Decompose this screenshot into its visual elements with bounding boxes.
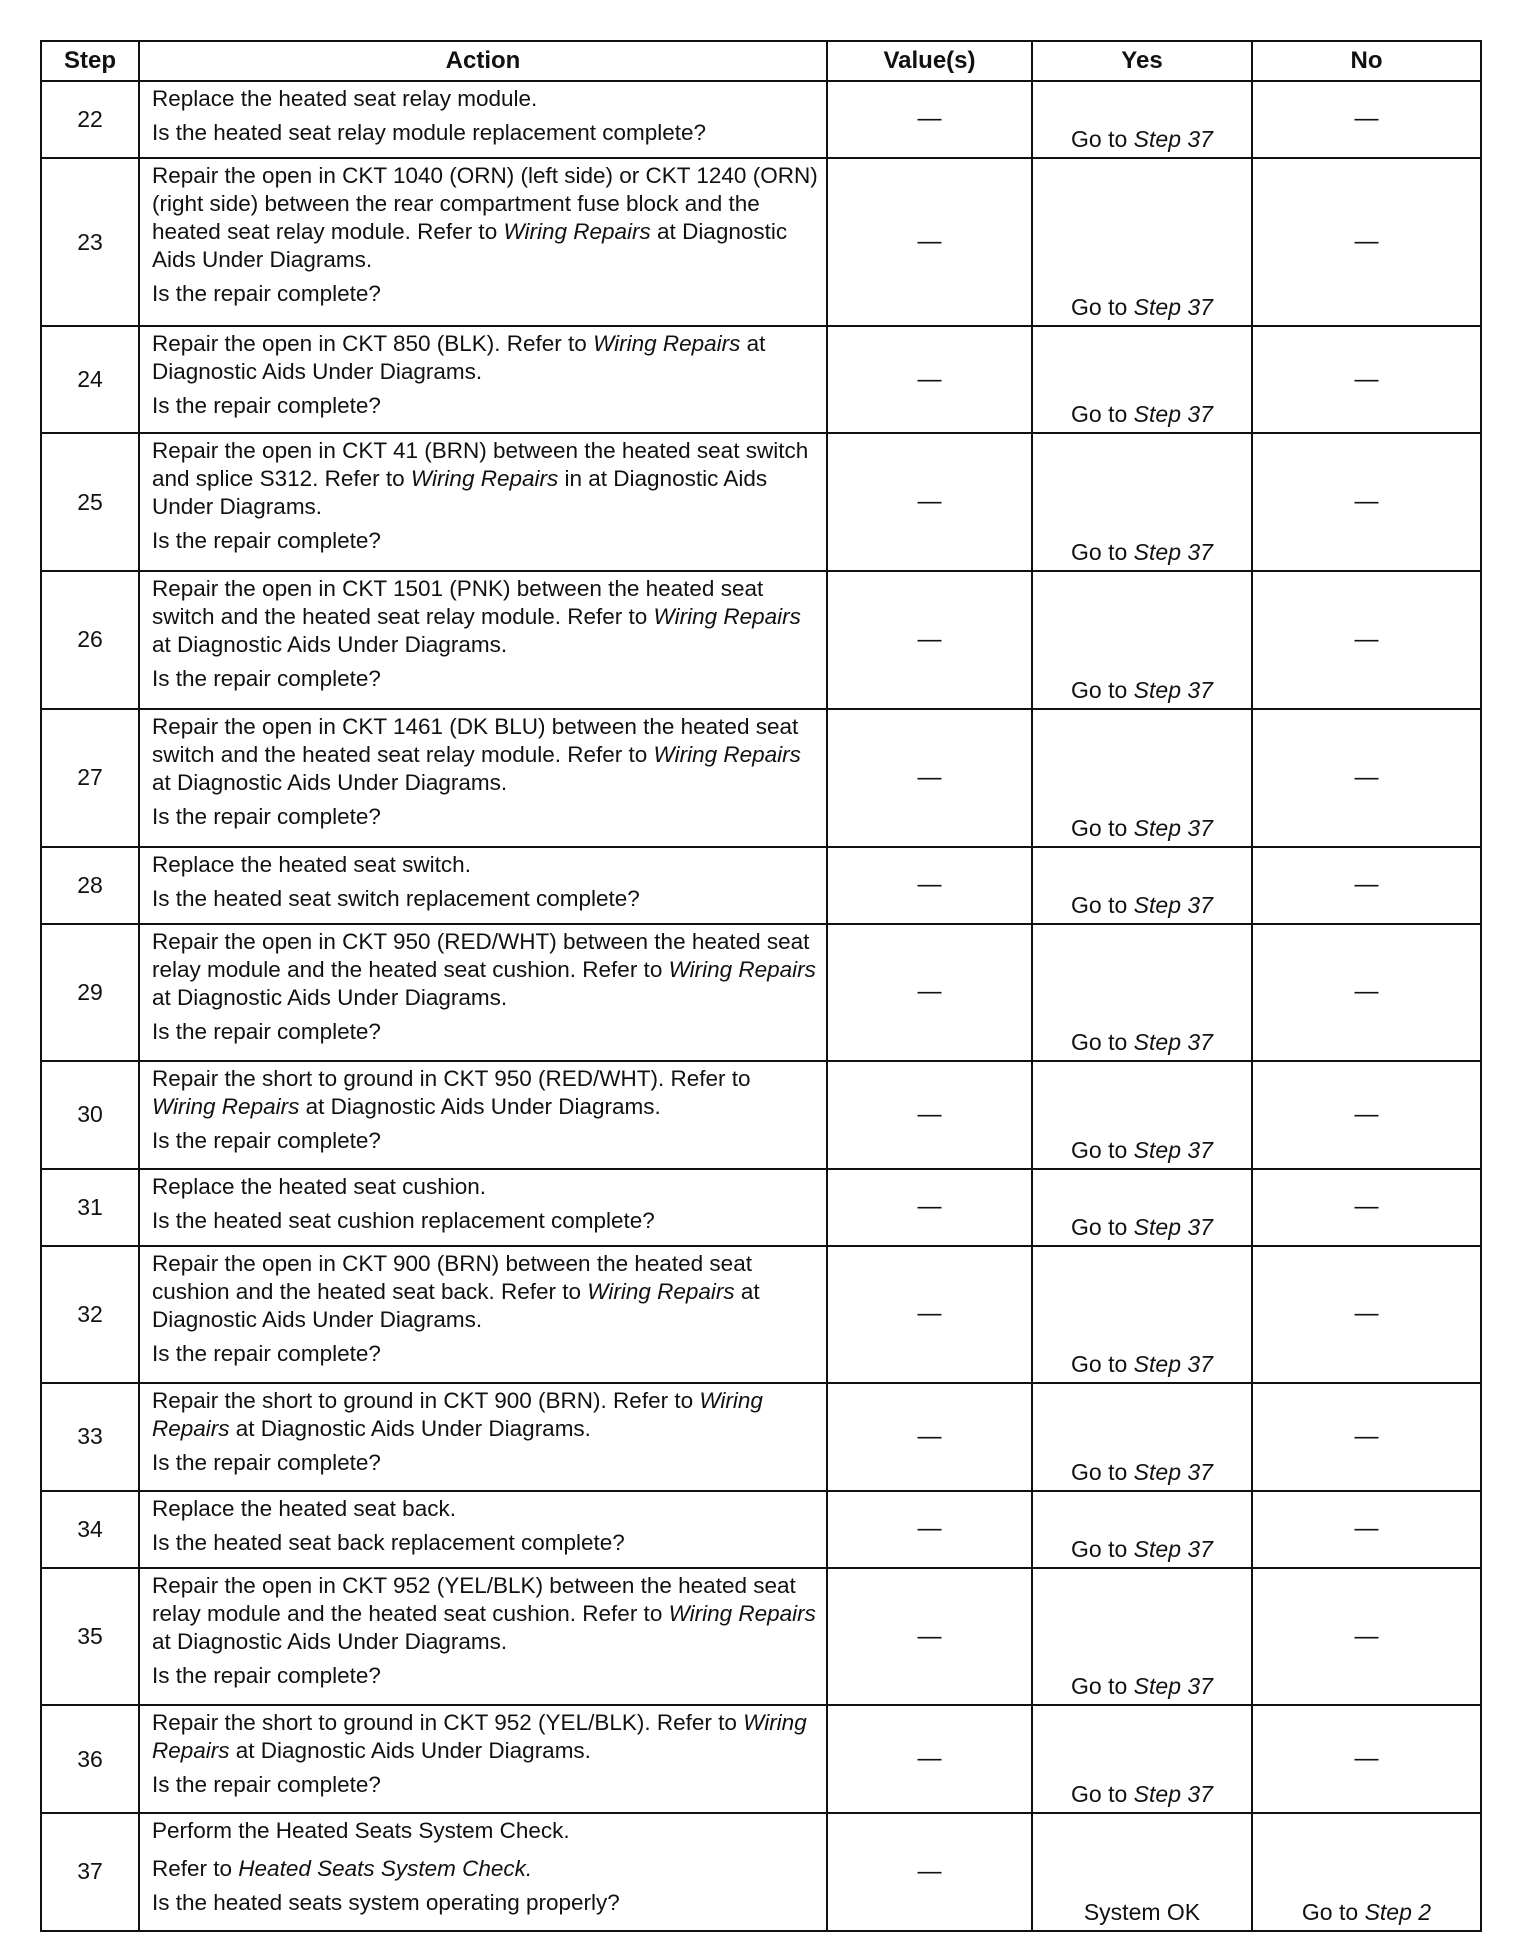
goto-step: Step 37 xyxy=(1133,1780,1213,1807)
yes-cell xyxy=(1032,326,1252,433)
action-text-part: Repair the open in CKT 1461 (DK BLU) between the heated seat switch and the heated seat relay module. Refer to xyxy=(152,713,799,767)
no-cell: — xyxy=(1252,1383,1481,1490)
yes-cell xyxy=(1032,1061,1252,1168)
no-cell: — xyxy=(1252,1246,1481,1384)
goto-prefix: Go to xyxy=(1071,891,1134,918)
action-text xyxy=(152,162,818,274)
step-number: 28 xyxy=(41,847,139,924)
table-row-30 xyxy=(41,1061,1481,1168)
action-text-part: at Diagnostic Aids Under Diagrams. xyxy=(299,1094,661,1120)
table-row-36 xyxy=(41,1705,1481,1812)
no-cell: — xyxy=(1252,1491,1481,1568)
no-cell: — xyxy=(1252,1061,1481,1168)
table-row-26 xyxy=(41,571,1481,709)
goto-prefix: Go to xyxy=(1071,1351,1134,1378)
no-cell: — xyxy=(1252,571,1481,709)
values-cell: — xyxy=(827,709,1032,847)
values-cell: — xyxy=(827,1813,1032,1931)
table-row-23 xyxy=(41,158,1481,326)
values-cell: — xyxy=(827,1491,1032,1568)
table-row-33 xyxy=(41,1383,1481,1490)
wiring-repairs-reference: Wiring Repairs xyxy=(593,331,741,357)
yes-cell xyxy=(1032,709,1252,847)
step-number: 24 xyxy=(41,326,139,433)
no-cell: — xyxy=(1252,709,1481,847)
yes-cell xyxy=(1032,1383,1252,1490)
values-cell: — xyxy=(827,1169,1032,1246)
values-cell: — xyxy=(827,1246,1032,1384)
goto-step: Step 37 xyxy=(1133,294,1213,321)
table-row-24 xyxy=(41,326,1481,433)
action-text xyxy=(152,575,818,659)
action-cell xyxy=(139,1491,827,1568)
question-text: Is the repair complete? xyxy=(152,1772,381,1798)
no-cell: — xyxy=(1252,847,1481,924)
question-text: Is the heated seat relay module replacement complete? xyxy=(152,120,707,145)
header-values: Value(s) xyxy=(827,41,1032,81)
goto-prefix: Go to xyxy=(1071,1780,1134,1807)
values-cell: — xyxy=(827,1061,1032,1168)
action-text: Replace the heated seat back. xyxy=(152,1495,456,1521)
action-text-part: in at Diagnostic Aids Under Diagrams. xyxy=(152,466,768,520)
step-number: 22 xyxy=(41,81,139,158)
action-text-part: at Diagnostic Aids Under Diagrams. xyxy=(152,1278,760,1332)
goto-step: Step 37 xyxy=(1133,891,1213,918)
no-cell: — xyxy=(1252,1705,1481,1812)
values-cell: — xyxy=(827,158,1032,326)
goto-step: Step 37 xyxy=(1133,401,1213,428)
action-cell xyxy=(139,433,827,571)
goto-step: Step 37 xyxy=(1133,1458,1213,1485)
wiring-repairs-reference: Wiring Repairs xyxy=(668,956,816,982)
table-row-35 xyxy=(41,1568,1481,1706)
values-cell: — xyxy=(827,81,1032,158)
procedure-reference: Heated Seats System Check. xyxy=(238,1855,533,1881)
values-cell: — xyxy=(827,1705,1032,1812)
action-text-part: Repair the short to ground in CKT 950 (RED/WHT). Refer to xyxy=(152,1066,751,1092)
step-number: 31 xyxy=(41,1169,139,1246)
table-row-32 xyxy=(41,1246,1481,1384)
wiring-repairs-reference: Wiring Repairs xyxy=(653,604,801,630)
action-text xyxy=(152,330,818,386)
goto-prefix: Go to xyxy=(1071,125,1134,152)
step-number: 34 xyxy=(41,1491,139,1568)
action-cell xyxy=(139,1705,827,1812)
no-cell xyxy=(1252,1813,1481,1931)
question-text: Is the repair complete? xyxy=(152,1662,381,1688)
action-text-part: at Diagnostic Aids Under Diagrams. xyxy=(229,1738,591,1764)
goto-step: Step 37 xyxy=(1133,1351,1213,1378)
table-row-28 xyxy=(41,847,1481,924)
question-text: Is the repair complete? xyxy=(152,528,381,554)
goto-step: Step 37 xyxy=(1133,1673,1213,1700)
no-cell: — xyxy=(1252,433,1481,571)
goto-step: Step 37 xyxy=(1133,539,1213,566)
action-cell xyxy=(139,571,827,709)
action-text: Replace the heated seat relay module. xyxy=(152,86,538,111)
table-row-31 xyxy=(41,1169,1481,1246)
action-text-part: Repair the open in CKT 900 (BRN) between the heated seat cushion and the heated seat back. Refer to xyxy=(152,1250,752,1304)
step-number: 36 xyxy=(41,1705,139,1812)
goto-prefix: Go to xyxy=(1071,1136,1134,1163)
refer-line xyxy=(152,1855,818,1883)
action-text: Replace the heated seat switch. xyxy=(152,851,471,877)
step-number: 26 xyxy=(41,571,139,709)
step-number: 25 xyxy=(41,433,139,571)
action-text-part: at Diagnostic Aids Under Diagrams. xyxy=(152,1628,508,1654)
action-text-part: at Diagnostic Aids Under Diagrams. xyxy=(229,1416,591,1442)
question-text: Is the heated seat back replacement complete? xyxy=(152,1529,625,1555)
yes-cell xyxy=(1032,81,1252,158)
action-text-part: Repair the open in CKT 952 (YEL/BLK) between the heated seat relay module and the heated seat cushion. Refer to xyxy=(152,1572,796,1626)
no-cell: — xyxy=(1252,81,1481,158)
wiring-repairs-reference: Wiring Repairs xyxy=(503,218,651,244)
question-text: Is the heated seat switch replacement complete? xyxy=(152,885,640,911)
action-cell xyxy=(139,1383,827,1490)
action-text: Perform the Heated Seats System Check. xyxy=(152,1817,570,1843)
action-text xyxy=(152,1065,818,1121)
action-cell xyxy=(139,924,827,1062)
wiring-repairs-reference: Wiring Repairs xyxy=(668,1600,816,1626)
action-text-part: Repair the open in CKT 1040 (ORN) (left side) or CKT 1240 (ORN) (right side) between the rear compartment fuse block and the heated seat relay module. Refer to xyxy=(152,162,818,244)
goto-prefix: Go to xyxy=(1071,1213,1134,1240)
action-text xyxy=(152,1250,818,1334)
action-text-part: Repair the open in CKT 850 (BLK). Refer to xyxy=(152,331,594,357)
action-cell xyxy=(139,1169,827,1246)
yes-cell xyxy=(1032,158,1252,326)
question-text: Is the repair complete? xyxy=(152,666,381,692)
goto-prefix: Go to xyxy=(1071,539,1134,566)
action-text-part: at Diagnostic Aids Under Diagrams. xyxy=(152,632,508,658)
table-row-22 xyxy=(41,81,1481,158)
action-text xyxy=(152,1572,818,1656)
values-cell: — xyxy=(827,326,1032,433)
refer-prefix: Refer to xyxy=(152,1855,239,1881)
step-number: 37 xyxy=(41,1813,139,1931)
values-cell: — xyxy=(827,571,1032,709)
goto-prefix: Go to xyxy=(1071,401,1134,428)
action-cell xyxy=(139,709,827,847)
yes-cell xyxy=(1032,1705,1252,1812)
action-text-part: Repair the open in CKT 41 (BRN) between the heated seat switch and splice S312. Refer to xyxy=(152,438,809,492)
values-cell: — xyxy=(827,433,1032,571)
header-yes: Yes xyxy=(1032,41,1252,81)
table-row-27 xyxy=(41,709,1481,847)
no-cell: — xyxy=(1252,924,1481,1062)
table-row-25 xyxy=(41,433,1481,571)
yes-cell: System OK xyxy=(1032,1813,1252,1931)
diagnostic-table xyxy=(40,40,1482,1932)
step-number: 23 xyxy=(41,158,139,326)
step-number: 35 xyxy=(41,1568,139,1706)
action-text-part: at Diagnostic Aids Under Diagrams. xyxy=(152,984,508,1010)
yes-cell xyxy=(1032,1169,1252,1246)
action-text xyxy=(152,713,818,797)
question-text: Is the heated seat cushion replacement complete? xyxy=(152,1207,655,1233)
goto-step: Step 2 xyxy=(1364,1899,1432,1925)
wiring-repairs-reference: Wiring Repairs xyxy=(152,1094,300,1120)
no-cell: — xyxy=(1252,1169,1481,1246)
goto-step: Step 37 xyxy=(1133,125,1213,152)
action-cell xyxy=(139,158,827,326)
wiring-repairs-reference: Wiring Repairs xyxy=(410,466,559,492)
goto-prefix: Go to xyxy=(1301,1899,1365,1925)
question-text: Is the heated seats system operating properly? xyxy=(152,1889,620,1915)
goto-step: Step 37 xyxy=(1133,1136,1213,1163)
header-action: Action xyxy=(139,41,827,81)
action-text xyxy=(152,928,818,1012)
action-text-part: Repair the open in CKT 1501 (PNK) between the heated seat switch and the heated seat relay module. Refer to xyxy=(152,576,764,630)
question-text: Is the repair complete? xyxy=(152,393,381,419)
goto-prefix: Go to xyxy=(1071,1673,1134,1700)
yes-cell xyxy=(1032,1246,1252,1384)
header-step: Step xyxy=(41,41,139,81)
yes-cell xyxy=(1032,433,1252,571)
step-number: 33 xyxy=(41,1383,139,1490)
question-text: Is the repair complete? xyxy=(152,1018,381,1044)
goto-prefix: Go to xyxy=(1071,1458,1134,1485)
question-text: Is the repair complete? xyxy=(152,1128,381,1154)
question-text: Is the repair complete? xyxy=(152,280,381,306)
action-cell xyxy=(139,1568,827,1706)
goto-step: Step 37 xyxy=(1133,676,1213,703)
action-text xyxy=(152,437,818,521)
action-text: Replace the heated seat cushion. xyxy=(152,1173,486,1199)
header-no: No xyxy=(1252,41,1481,81)
goto-step: Step 37 xyxy=(1133,1535,1213,1562)
action-text-part: Repair the short to ground in CKT 900 (BRN). Refer to xyxy=(152,1388,700,1414)
action-cell xyxy=(139,81,827,158)
goto-step: Step 37 xyxy=(1133,1213,1213,1240)
action-cell xyxy=(139,326,827,433)
step-number: 32 xyxy=(41,1246,139,1384)
table-row-37 xyxy=(41,1813,1481,1931)
action-cell xyxy=(139,847,827,924)
no-cell: — xyxy=(1252,1568,1481,1706)
step-number: 29 xyxy=(41,924,139,1062)
table-row-34 xyxy=(41,1491,1481,1568)
goto-prefix: Go to xyxy=(1071,1535,1134,1562)
question-text: Is the repair complete? xyxy=(152,803,381,829)
wiring-repairs-reference: Wiring Repairs xyxy=(152,1388,763,1442)
yes-cell xyxy=(1032,847,1252,924)
yes-cell xyxy=(1032,1491,1252,1568)
question-text: Is the repair complete? xyxy=(152,1450,381,1476)
goto-prefix: Go to xyxy=(1071,814,1134,841)
action-text xyxy=(152,1709,818,1765)
goto-step: Step 37 xyxy=(1133,814,1213,841)
action-text-part: Repair the short to ground in CKT 952 (YEL/BLK). Refer to xyxy=(152,1710,744,1736)
wiring-repairs-reference: Wiring Repairs xyxy=(587,1278,735,1304)
wiring-repairs-reference: Wiring Repairs xyxy=(653,741,801,767)
header-row xyxy=(41,41,1481,81)
goto-prefix: Go to xyxy=(1071,1029,1134,1056)
goto-prefix: Go to xyxy=(1071,676,1134,703)
yes-cell xyxy=(1032,1568,1252,1706)
step-number: 30 xyxy=(41,1061,139,1168)
no-cell: — xyxy=(1252,326,1481,433)
action-cell xyxy=(139,1813,827,1931)
table-row-29 xyxy=(41,924,1481,1062)
yes-cell xyxy=(1032,571,1252,709)
yes-cell xyxy=(1032,924,1252,1062)
values-cell: — xyxy=(827,847,1032,924)
no-cell: — xyxy=(1252,158,1481,326)
goto-step: Step 37 xyxy=(1133,1029,1213,1056)
action-cell xyxy=(139,1061,827,1168)
values-cell: — xyxy=(827,1568,1032,1706)
action-text xyxy=(152,1387,818,1443)
action-text-part: at Diagnostic Aids Under Diagrams. xyxy=(152,769,508,795)
values-cell: — xyxy=(827,924,1032,1062)
question-text: Is the repair complete? xyxy=(152,1340,381,1366)
values-cell: — xyxy=(827,1383,1032,1490)
action-text-part: at Diagnostic Aids Under Diagrams. xyxy=(152,218,788,272)
wiring-repairs-reference: Wiring Repairs xyxy=(152,1710,807,1764)
goto-prefix: Go to xyxy=(1071,294,1134,321)
action-text-part: Repair the open in CKT 950 (RED/WHT) between the heated seat relay module and the heated seat cushion. Refer to xyxy=(152,928,810,982)
step-number: 27 xyxy=(41,709,139,847)
action-cell xyxy=(139,1246,827,1384)
action-text-part: at Diagnostic Aids Under Diagrams. xyxy=(152,331,766,385)
